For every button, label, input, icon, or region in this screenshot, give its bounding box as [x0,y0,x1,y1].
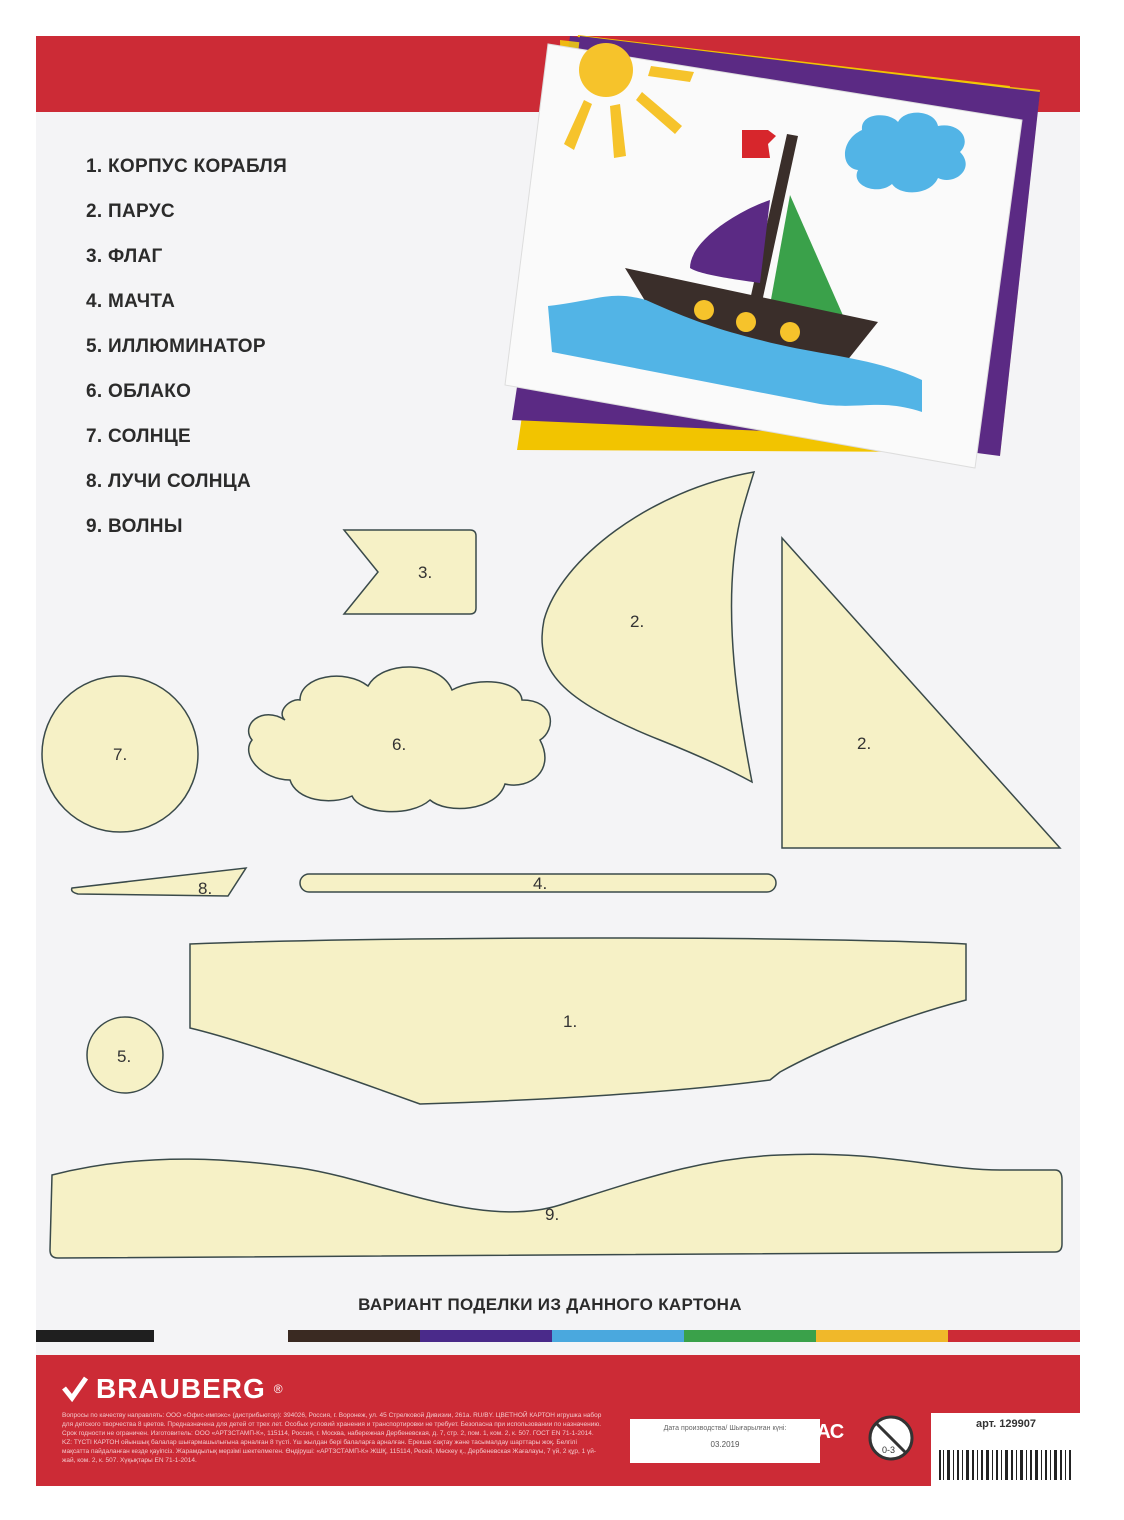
brand-check-icon [62,1376,88,1402]
sail-triangle-template-label: 2. [857,734,872,753]
sail-curved-template-label: 2. [630,612,645,631]
date-label: Дата производства/ Шығарылған күні: [663,1425,787,1432]
mast-template-label: 4. [533,874,548,893]
craft-caption: ВАРИАНТ ПОДЕЛКИ ИЗ ДАННОГО КАРТОНА [358,1295,742,1314]
flag-template [344,530,476,614]
legal-text: Вопросы по качеству направлять: ООО «Офис-импэкс» (дистрибьютор): 394026, Россия, г. Воронеж, ул. 45 Стрелковой Дивизии, 261а. RU/BY. ЦВЕТНОЙ КАРТОН игрушка набор для детского творчества 8 цветов. Предназначена для детей от трех лет. Особых условий хранения и транспортировки не требует. Безопасна при использовании по назначению. Срок годности не ограничен. Изготовитель: ООО «АРТЗСТАМП-К», 115114, Россия, г. Москва, набережная Дербеневская, д. 7, стр. 2, пом. 1, ком. 2, к. 507. ГОСТ EN 71-1-2014. KZ: ТҮСТІ КАРТОН ойыншық балалар шығармашылығына арналған 8 түсті. Үш жылдан бері балаларға арналған. Ерекше сақтау және тасымалдау шарттары жоқ. Белгілі мақсатта пайдаланған кезде қауіпсіз. Жарамдылық мерзімі шектелмеген. Өндіруші: «АРТЗСТАМП-К» ЖШҚ, 115114, Ресей, Мәскеу қ., Дербеневская Жағалауы, 7 үй, 2 құр, 1 үй-жай, ком. 2, к. 507. Хүқықтары EN 71-1-2014. [62,1412,602,1464]
legend-item: 6. ОБЛАКО [86,381,192,402]
age-warning-icon [866,1413,916,1463]
legend-item: 7. СОЛНЦЕ [86,426,191,447]
sun-template-label: 7. [113,745,128,764]
date-box [630,1419,820,1463]
legend-item: 9. ВОЛНЫ [86,516,183,537]
footer-band [36,1355,1080,1486]
ray-template [72,868,246,896]
brand-logo [62,1373,283,1405]
barcode [931,1430,1081,1480]
sail-curved-template [542,472,754,782]
legend-item: 3. ФЛАГ [86,246,163,267]
age-text: 0-3 [882,1445,896,1455]
legend-item: 2. ПАРУС [86,201,175,222]
brand-name: BRAUBERG [96,1373,266,1404]
porthole-template-label: 5. [117,1047,132,1066]
hull-template-label: 1. [563,1012,578,1031]
hull-template [190,938,966,1104]
waves-template-label: 9. [545,1205,560,1224]
legend-item: 8. ЛУЧИ СОЛНЦА [86,471,251,492]
article-number: арт. 129907 [976,1418,1036,1430]
legend-item: 5. ИЛЛЮМИНАТОР [86,336,266,357]
ray-template-label: 8. [198,879,213,898]
article-box [931,1413,1081,1486]
color-stripes [0,1330,1124,1342]
flag-template-label: 3. [418,563,433,582]
legend-item: 1. КОРПУС КОРАБЛЯ [86,156,288,177]
cloud-template-label: 6. [392,735,407,754]
eac-mark: EAC [804,1421,844,1443]
sail-triangle-template [782,538,1060,848]
registered-mark: ® [273,1382,283,1396]
legend-item: 4. МАЧТА [86,291,176,312]
date-value: 03.2019 [710,1440,740,1449]
